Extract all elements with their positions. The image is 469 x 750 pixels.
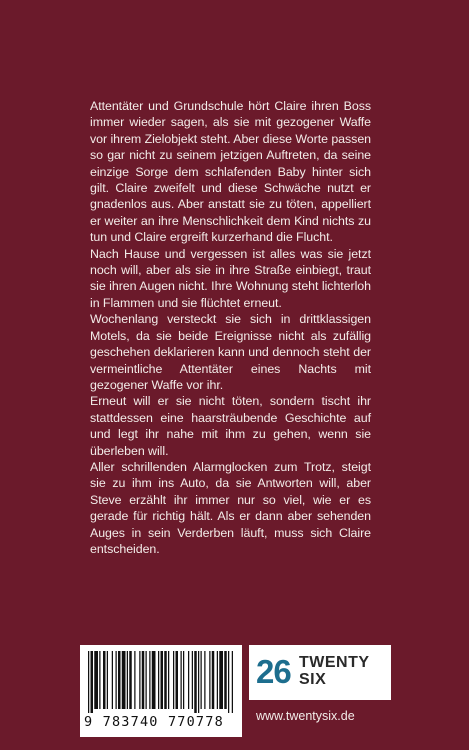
barcode-bar xyxy=(204,651,205,709)
blurb-paragraph: Wochenlang versteckt sie sich in drittklassigen Motels, da sie beide Ereignisse nicht als zufällig geschehen deklarieren kann und dennoch steht der vermeintliche Attentäter eines Nachts mit gezogener Waffe vor ihr. xyxy=(90,312,371,392)
barcode-bar xyxy=(183,651,184,709)
barcode-bar xyxy=(152,651,156,709)
barcode-bar xyxy=(158,651,159,709)
barcode-bar xyxy=(134,651,135,709)
blurb-paragraph: Attentäter und Grundschule hört Claire ihren Boss immer wieder sagen, als sie mit gezogener Waffe vor ihrem Zielobjekt steht. Aber diese Worte passen so gar nicht zu seinem jetzigen Auftreten, da seine einzige Sorge dem schlafenden Baby hinter sich gilt. Claire zweifelt und diese Schwäche nutzt er gnadenlos aus. Aber anstatt sie zu töten, appelliert er weiter an ihre Menschlichkeit dem Kind nichts zu tun und Claire ergreift kurzerhand die Flucht. xyxy=(90,99,371,245)
blurb-paragraph: Erneut will er sie nicht töten, sondern tischt ihr stattdessen eine haarsträubende Geschichte auf und legt ihr nahe mit ihm zu gehen, wenn sie überleben will. xyxy=(90,394,371,458)
barcode-bar xyxy=(168,651,169,709)
barcode-bar xyxy=(149,651,150,709)
barcode-bar xyxy=(194,651,197,713)
blurb-paragraph: Aller schrillenden Alarmglocken zum Trotz, steigt sie zu ihm ins Auto, da sie Antworten will, aber Steve erzählt ihr immer nur so viel, wie er es gerade für richtig hält. Als er dann aber sehenden Auges in sein Verderben läuft, muss sich Claire entscheiden. xyxy=(90,459,371,556)
barcode-bar xyxy=(127,651,128,709)
barcode-bar xyxy=(217,651,218,709)
barcode-bar xyxy=(212,651,215,709)
barcode-bar xyxy=(188,651,189,709)
logo-number: 26 xyxy=(256,653,291,690)
barcode-bar xyxy=(118,651,121,709)
barcode-bar xyxy=(116,651,117,709)
isbn-number: 9 783740 770778 xyxy=(84,714,224,730)
blurb-paragraph: Nach Hause und vergessen ist alles was sie jetzt noch will, aber als sie in ihre Straße einbiegt, traut sie ihren Augen nicht. Ihre Wohnung steht lichterloh in Flammen und sie flüchtet erneut. xyxy=(90,246,371,310)
barcode-bar xyxy=(112,651,113,709)
barcode-bar xyxy=(228,651,229,713)
publisher-website: www.twentysix.de xyxy=(256,709,355,723)
barcode-bar xyxy=(142,651,145,709)
barcode-bar xyxy=(201,651,202,709)
barcode-bar xyxy=(91,651,94,713)
barcode-bar xyxy=(103,651,106,709)
barcode-bars xyxy=(86,651,236,713)
barcode-bar xyxy=(164,651,167,709)
isbn-barcode xyxy=(80,645,242,737)
barcode-bar xyxy=(219,651,223,709)
barcode-bar xyxy=(198,651,199,713)
barcode-bar xyxy=(232,651,233,713)
barcode-bar xyxy=(129,651,132,709)
barcode-bar xyxy=(181,651,182,709)
barcode-bar xyxy=(146,651,147,709)
barcode-bar xyxy=(107,651,108,709)
barcode-bar xyxy=(139,651,140,709)
barcode-bar xyxy=(88,651,89,713)
barcode-bar xyxy=(94,651,98,709)
barcode-bar xyxy=(192,651,193,709)
publisher-logo xyxy=(249,645,391,700)
barcode-bar xyxy=(122,651,126,709)
barcode-bar xyxy=(173,651,174,709)
barcode-bar xyxy=(99,651,100,709)
barcode-bar xyxy=(224,651,227,709)
barcode-bar xyxy=(161,651,164,709)
logo-wordmark-line2: SIX xyxy=(299,671,327,688)
barcode-bar xyxy=(209,651,210,709)
barcode-bar xyxy=(176,651,179,709)
logo-wordmark-line1: TWENTY xyxy=(299,654,370,671)
blurb-text xyxy=(90,98,371,557)
